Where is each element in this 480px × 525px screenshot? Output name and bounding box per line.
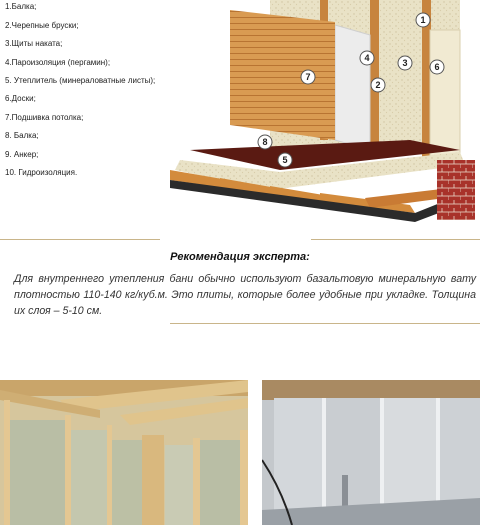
marker-2 <box>371 78 385 92</box>
svg-text:1: 1 <box>420 15 426 25</box>
svg-text:6: 6 <box>434 62 440 72</box>
svg-text:2: 2 <box>375 80 381 90</box>
marker-8 <box>258 135 272 149</box>
legend-item-5: 5. Утеплитель (минераловатные листы); <box>5 76 156 85</box>
legend-item-6: 6.Доски; <box>5 94 36 103</box>
legend-list <box>5 0 165 187</box>
legend-item-2: 2.Черепные бруски; <box>5 20 79 30</box>
legend-item-9: 9. Анкер; <box>5 149 39 159</box>
legend-item-3: 3.Щиты наката; <box>5 39 63 48</box>
construction-diagram <box>160 0 480 228</box>
legend-item-4: 4.Пароизоляция (пергамин); <box>5 57 111 67</box>
divider-right <box>311 239 480 240</box>
vapor-barrier <box>335 25 370 150</box>
svg-text:4: 4 <box>364 53 370 63</box>
stud <box>370 0 379 155</box>
marker-1 <box>416 13 430 27</box>
divider-left <box>0 239 160 240</box>
svg-text:7: 7 <box>305 72 311 82</box>
svg-text:8: 8 <box>262 137 268 147</box>
legend-item-10: 10. Гидроизоляция. <box>5 168 78 177</box>
marker-5 <box>278 153 292 167</box>
photo-sauna-frame <box>0 380 248 525</box>
brick-pillar <box>437 160 475 220</box>
expert-title: Рекомендация эксперта: <box>170 251 310 263</box>
marker-7 <box>301 70 315 84</box>
svg-text:3: 3 <box>402 58 408 68</box>
legend-item-7: 7.Подшивка потолка; <box>5 112 84 122</box>
svg-text:5: 5 <box>282 155 288 165</box>
expert-text: Для внутреннего утепления бани обычно используют базальтовую минеральную вату плотностью 110-140 кг/куб.м. Это плиты, которые более удобные при укладке. Толщина их слоя – 5-10 см. <box>14 273 476 317</box>
legend-item-8: 8. Балка; <box>5 131 39 140</box>
legend-item-1: 1.Балка; <box>5 2 37 11</box>
wood-lining <box>230 10 335 140</box>
expert-underline <box>170 323 480 324</box>
marker-3 <box>398 56 412 70</box>
marker-4 <box>360 51 374 65</box>
marker-6 <box>430 60 444 74</box>
photo-foil-wall <box>262 380 480 525</box>
